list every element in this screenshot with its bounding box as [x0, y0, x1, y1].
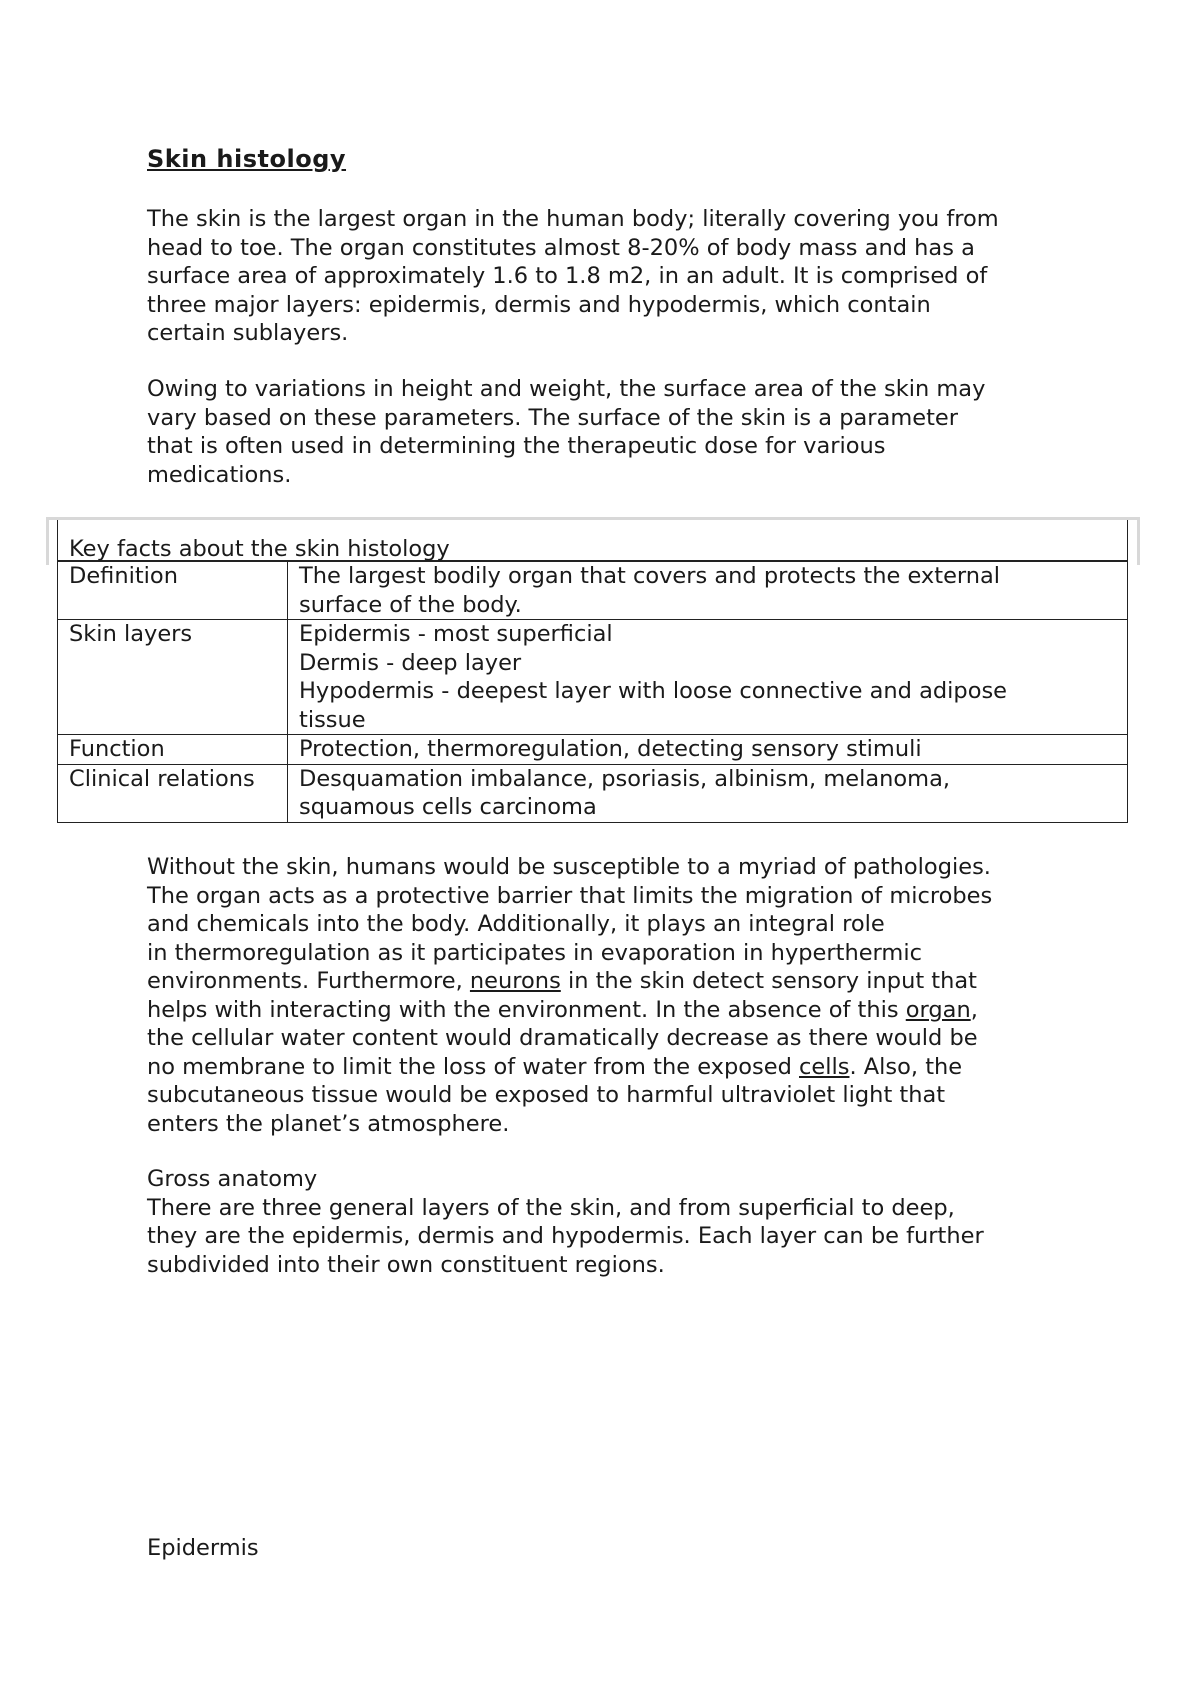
paragraph-text: . Also, the subcutaneous tissue would be exposed to harmful ultraviolet light that enters the planet’s atmosphere.: [147, 1053, 963, 1137]
neurons-link[interactable]: neurons: [469, 968, 561, 994]
organ-link[interactable]: organ: [905, 996, 971, 1023]
row-key-definition: Definition: [58, 561, 288, 620]
row-key-clinical-relations: Clinical relations: [58, 764, 288, 822]
key-facts-caption: Key facts about the skin histology: [58, 520, 1128, 561]
table-cell-line: The largest bodily organ that covers and protects the external: [299, 563, 1001, 589]
table-cell-line: surface of the body.: [299, 591, 522, 618]
paragraph-text: Without the skin, humans would be susceptible to a myriad of pathologies. The organ acts as a protective barrier that limits the migration of microbes and chemicals into the body. Additionally, it plays an integral role in thermoregulation as it participates in evaporation in hyperthermic environments. Furthermore,: [147, 854, 993, 994]
row-value-definition: [288, 561, 1128, 620]
row-value-skin-layers: [288, 620, 1128, 735]
table-row: [58, 620, 1128, 735]
row-key-skin-layers: Skin layers: [58, 620, 288, 735]
table-cell-line: squamous cells carcinoma: [299, 794, 597, 820]
gross-anatomy-heading: Gross anatomy: [147, 1166, 318, 1192]
epidermis-heading: Epidermis: [147, 1535, 259, 1561]
paragraph-text: , the cellular water content would dramatically decrease as there would be no membrane to limit the loss of water from the exposed: [147, 996, 978, 1080]
table-row: [58, 561, 1128, 620]
key-facts-caption-row: [58, 520, 1128, 561]
table-cell-line: Desquamation imbalance, psoriasis, albinism, melanoma,: [299, 765, 951, 792]
page-title: Skin histology: [147, 145, 347, 173]
without-skin-paragraph: [147, 853, 1067, 1138]
table-row: [58, 735, 1128, 765]
key-facts-table: [57, 520, 1128, 823]
row-key-function: Function: [58, 735, 288, 765]
table-cell-line: Hypodermis - deepest layer with loose connective and adipose: [299, 678, 1008, 704]
gross-anatomy-text: There are three general layers of the skin, and from superficial to deep, they are the epidermis, dermis and hypodermis. Each layer can be further subdivided into their own constituent regions.: [147, 1194, 984, 1278]
table-cell-line: tissue: [299, 706, 366, 733]
paragraph-text: in the skin detect sensory input that helps with interacting with the environment. In the absence of this: [147, 968, 977, 1023]
intro-paragraph: The skin is the largest organ in the human body; literally covering you from head to toe. The organ constitutes almost 8-20% of body mass and has a surface area of approximately 1.6 to 1.8 m2, in an adult. It is comprised of three major layers: epidermis, dermis and hypodermis, which contain certain sublayers.: [147, 206, 999, 346]
table-cell-line: Epidermis - most superficial: [299, 621, 613, 647]
gross-anatomy-section: [147, 1165, 1067, 1279]
surface-area-paragraph: Owing to variations in height and weight, the surface area of the skin may vary based on these parameters. The surface of the skin is a parameter that is often used in determining the therapeutic dose for various medications.: [147, 376, 986, 488]
row-value-function: [288, 735, 1128, 765]
cells-link[interactable]: cells: [799, 1053, 850, 1080]
table-cell-line: Dermis - deep layer: [299, 649, 522, 676]
table-cell-line: Protection, thermoregulation, detecting sensory stimuli: [299, 736, 922, 762]
table-row: [58, 764, 1128, 822]
row-value-clinical-relations: [288, 764, 1128, 822]
